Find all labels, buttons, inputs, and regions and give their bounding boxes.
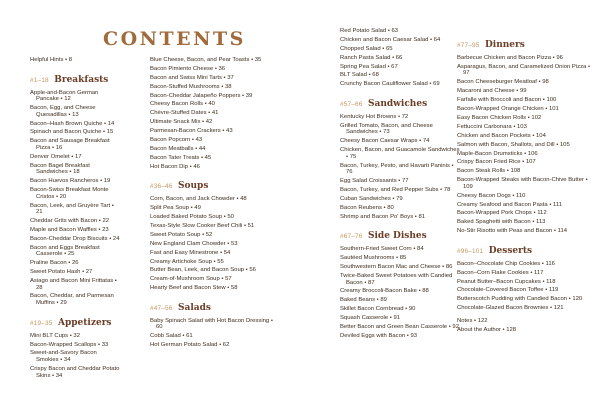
right-page xyxy=(300,0,600,415)
toc-entry[interactable]: Salmon with Bacon, Shallots, and Dill • 105 xyxy=(457,141,570,148)
toc-entry[interactable]: Bacon, Turkey, Pesto, and Havarti Paninis • 76 xyxy=(340,162,454,176)
toc-entry[interactable]: Easy Bacon Chicken Rolls • 102 xyxy=(457,114,542,121)
toc-entry[interactable]: Bacon Popcorn • 43 xyxy=(150,137,203,144)
toc-entry[interactable]: Shrimp and Bacon Po' Boys • 81 xyxy=(340,213,426,220)
toc-entry[interactable]: Bacon-Stuffed Mushrooms • 38 xyxy=(150,83,232,90)
toc-entry[interactable]: Bacon, Leek, and Gruyère Tart • 21 xyxy=(30,202,114,216)
toc-entry[interactable]: Baked Beans • 89 xyxy=(340,297,387,304)
toc-entry[interactable]: Red Potato Salad • 63 xyxy=(340,28,399,34)
toc-column-4 xyxy=(457,34,597,336)
toc-entry[interactable]: Loaded Baked Potato Soup • 50 xyxy=(150,214,234,221)
section-heading-dinners: #77–95 Dinners xyxy=(457,40,525,50)
toc-entry[interactable]: Bacon Bagel Breakfast Sandwiches • 18 xyxy=(30,162,90,176)
toc-entry[interactable]: Bacon-Cheddar Drop Biscuits • 24 xyxy=(30,235,120,242)
toc-entry[interactable]: Chicken, Bacon, and Guacamole Sandwiches • 75 xyxy=(340,147,460,160)
toc-entry[interactable]: Fast and Easy Minestrone • 54 xyxy=(150,249,231,256)
toc-entry[interactable]: Bacon–Corn Flake Cookies • 117 xyxy=(457,269,544,276)
toc-entry[interactable]: Helpful Hints • 8 xyxy=(30,57,73,63)
toc-entry[interactable]: BLT Salad • 68 xyxy=(340,72,379,79)
toc-entry[interactable]: Chicken and Bacon Caesar Salad • 64 xyxy=(340,36,441,43)
toc-entry[interactable]: Sweet Potato Hash • 27 xyxy=(30,269,93,276)
toc-entry[interactable]: Chocolate-Covered Bacon Toffee • 119 xyxy=(457,287,559,294)
toc-entry[interactable]: Grilled Tomato, Bacon, and Cheese Sandwiches • 73 xyxy=(340,122,433,136)
toc-entry[interactable]: Macaroni and Cheese • 99 xyxy=(457,88,527,95)
toc-entry[interactable]: Peanut Butter–Bacon Cupcakes • 118 xyxy=(457,278,556,285)
toc-entry[interactable]: Blue Cheese, Bacon, and Pear Toasts • 35 xyxy=(150,57,262,63)
toc-entry[interactable]: Corn, Bacon, and Jack Chowder • 48 xyxy=(150,196,247,203)
section-heading-soups: #36–46 Soups xyxy=(150,181,209,192)
toc-entry[interactable]: Chicken and Bacon Pockets • 104 xyxy=(457,132,546,139)
toc-column-3 xyxy=(340,28,460,342)
toc-entry[interactable]: Apple-and-Bacon German Pancake • 12 xyxy=(30,89,99,103)
toc-entry[interactable]: Cheesy Bacon Caesar Wraps • 74 xyxy=(340,138,430,145)
toc-entry[interactable]: Bacon, Turkey, and Red Pepper Subs • 78 xyxy=(340,187,451,194)
toc-entry[interactable]: New England Clam Chowder • 53 xyxy=(150,240,238,247)
toc-entry[interactable]: Bacon-Wrapped Orange Chicken • 101 xyxy=(457,106,559,113)
toc-entry[interactable]: Maple-Bacon Drumsticks • 106 xyxy=(457,150,538,157)
toc-entry[interactable]: Bacon–Chocolate Chip Cookies • 116 xyxy=(457,260,555,267)
toc-column-2 xyxy=(150,57,280,351)
section-heading-sandwiches: #57–66 Sandwiches xyxy=(340,98,428,109)
toc-entry[interactable]: Squash Casserole • 91 xyxy=(340,315,401,322)
section-heading-appetizers: #19–35 Appetizers xyxy=(30,317,112,328)
toc-column-1 xyxy=(30,57,120,381)
section-heading-desserts: #96–101 Desserts xyxy=(457,245,533,256)
toc-entry[interactable]: Bacon Huevos Rancheros • 19 xyxy=(30,178,111,185)
toc-entry[interactable]: Southern-Fried Sweet Corn • 84 xyxy=(340,246,424,253)
toc-entry[interactable]: Sautéed Mushrooms • 85 xyxy=(340,255,407,262)
toc-entry[interactable]: Bacon-Cheddar Jalapeño Poppers • 39 xyxy=(150,92,253,99)
toc-entry[interactable]: Bacon and Eggs Breakfast Casserole • 25 xyxy=(30,244,100,258)
toc-entry[interactable]: Parmesan-Bacon Crackers • 43 xyxy=(150,128,233,135)
toc-entry[interactable]: Hearty Beef and Bacon Stew • 58 xyxy=(150,285,238,292)
toc-entry[interactable]: Chèvre-Stuffed Dates • 41 xyxy=(150,110,219,117)
toc-entry[interactable]: Crunchy Bacon Cauliflower Salad • 69 xyxy=(340,81,440,88)
toc-entry[interactable]: Crispy Bacon Fried Rice • 107 xyxy=(457,159,536,166)
toc-entry[interactable]: Farfalle with Broccoli and Bacon • 100 xyxy=(457,97,557,104)
toc-entry[interactable]: Creamy Broccoli-Bacon Bake • 88 xyxy=(340,288,429,295)
toc-entry[interactable]: Bacon and Swiss Mini Tarts • 37 xyxy=(150,74,234,81)
page-title: CONTENTS xyxy=(103,28,246,50)
toc-entry[interactable]: Asiago and Bacon Mini Frittatas • 28 xyxy=(30,278,117,291)
toc-entry[interactable]: Denver Omelet • 17 xyxy=(30,153,82,160)
toc-entry[interactable]: No-Stir Risotto with Peas and Bacon • 114 xyxy=(457,228,568,235)
toc-entry[interactable]: Butter Bean, Leek, and Bacon Soup • 56 xyxy=(150,267,256,274)
toc-entry[interactable]: Cuban Sandwiches • 79 xyxy=(340,195,403,202)
toc-entry[interactable]: Sweet Potato Soup • 52 xyxy=(150,231,213,238)
toc-entry[interactable]: About the Author • 128 xyxy=(457,326,517,333)
toc-entry[interactable]: Bacon-Wrapped Scallops • 33 xyxy=(30,341,109,348)
toc-entry[interactable]: Creamy Artichoke Soup • 55 xyxy=(150,258,224,265)
section-heading-salads: #47–56 Salads xyxy=(150,302,211,313)
toc-entry[interactable]: Chocolate-Glazed Bacon Brownies • 121 xyxy=(457,305,564,312)
toc-entry[interactable]: Bacon, Cheddar, and Parmesan Muffins • 29 xyxy=(30,293,114,307)
toc-entry[interactable]: Hot German Potato Salad • 62 xyxy=(150,342,230,349)
toc-entry[interactable]: Skillet Bacon Cornbread • 90 xyxy=(340,306,416,313)
toc-entry[interactable]: Bacon-Wrapped Pork Chops • 112 xyxy=(457,210,547,217)
toc-entry[interactable]: Asparagus, Bacon, and Caramelized Onion Pizza • 97 xyxy=(457,63,591,77)
toc-entry[interactable]: Ranch Pasta Salad • 66 xyxy=(340,54,403,61)
toc-entry[interactable]: Cream-of-Mushroom Soup • 57 xyxy=(150,276,232,283)
toc-entry[interactable]: Bacon Cheeseburger Meatloaf • 98 xyxy=(457,79,549,86)
toc-entry[interactable]: Egg Salad Croissants • 77 xyxy=(340,178,409,185)
toc-entry[interactable]: Kentucky Hot Browns • 72 xyxy=(340,113,409,120)
toc-entry[interactable]: Cheesy Bacon Rolls • 40 xyxy=(150,101,215,108)
toc-entry[interactable]: Bacon-Wrapped Steaks with Bacon-Chive Butter • 109 xyxy=(457,177,588,190)
toc-entry[interactable]: Bacon Pimiento Cheese • 36 xyxy=(150,65,226,72)
toc-entry[interactable]: Deviled Eggs with Bacon • 93 xyxy=(340,332,418,339)
toc-entry[interactable]: Twice-Baked Sweet Potatoes with Candied Bacon • 87 xyxy=(340,273,453,286)
toc-entry[interactable]: Cheddar Grits with Bacon • 22 xyxy=(30,218,110,225)
toc-entry[interactable]: Bacon Tater Treats • 45 xyxy=(150,154,212,161)
toc-entry[interactable]: Butterscotch Pudding with Candied Bacon • 120 xyxy=(457,296,583,303)
toc-entry[interactable]: Bacon Meatballs • 44 xyxy=(150,145,206,152)
toc-entry[interactable]: Texas-Style Slow Cooker Beef Chili • 51 xyxy=(150,222,255,229)
toc-entry[interactable]: Praline Bacon • 26 xyxy=(30,260,79,267)
toc-entry[interactable]: Ultimate Snack Mix • 42 xyxy=(150,119,213,126)
toc-entry[interactable]: Bacon Steak Rolls • 108 xyxy=(457,168,521,175)
toc-entry[interactable]: Hot Bacon Dip • 46 xyxy=(150,163,200,170)
toc-entry[interactable]: Creamy Seafood and Bacon Pasta • 111 xyxy=(457,201,562,208)
toc-entry[interactable]: Bacon-Swiss Breakfast Monte Cristos • 20 xyxy=(30,187,109,200)
toc-entry[interactable]: Bacon, Egg, and Cheese Quesadillas • 13 xyxy=(30,105,96,118)
toc-entry[interactable]: Cheesy Bacon Dogs • 110 xyxy=(457,192,526,199)
section-heading-breakfasts: #1–18 Breakfasts xyxy=(30,74,109,85)
toc-entry[interactable]: Maple and Bacon Waffles • 23 xyxy=(30,226,109,233)
toc-entry[interactable]: Cobb Salad • 61 xyxy=(150,333,193,340)
toc-entry[interactable]: Barbecue Chicken and Bacon Pizza • 96 xyxy=(457,55,563,61)
toc-entry[interactable]: Bacon Reubens • 80 xyxy=(340,204,394,211)
toc-entry[interactable]: Chopped Salad • 65 xyxy=(340,45,393,52)
toc-entry[interactable]: Better Bacon and Green Bean Casserole • 92 xyxy=(340,324,459,331)
toc-entry[interactable]: Fettuccini Carbonara • 103 xyxy=(457,123,527,130)
toc-entry[interactable]: Southwestern Bacon Mac and Cheese • 86 xyxy=(340,264,453,271)
toc-entry[interactable]: Sweet-and-Savory Bacon Smokies • 34 xyxy=(30,350,97,364)
toc-entry[interactable]: Bacon and Sausage Breakfast Pizza • 16 xyxy=(30,138,110,151)
section-heading-side-dishes: #67–76 Side Dishes xyxy=(340,231,427,242)
toc-entry[interactable]: Mini BLT Cups • 32 xyxy=(30,332,80,339)
toc-entry[interactable]: Spring Pea Salad • 67 xyxy=(340,63,398,70)
toc-entry[interactable]: Bacon–Hash Brown Quiche • 14 xyxy=(30,120,115,127)
toc-entry[interactable]: Baby Spinach Salad with Hot Bacon Dressing • 60 xyxy=(150,317,273,331)
toc-entry[interactable]: Baked Spaghetti with Bacon • 113 xyxy=(457,219,546,226)
toc-entry[interactable]: Spinach and Bacon Quiche • 15 xyxy=(30,129,114,136)
toc-entry[interactable]: Notes • 122 xyxy=(457,317,488,324)
toc-entry[interactable]: Crispy Bacon and Cheddar Potato Skins • 34 xyxy=(30,365,120,379)
toc-entry[interactable]: Split Pea Soup • 49 xyxy=(150,205,201,212)
